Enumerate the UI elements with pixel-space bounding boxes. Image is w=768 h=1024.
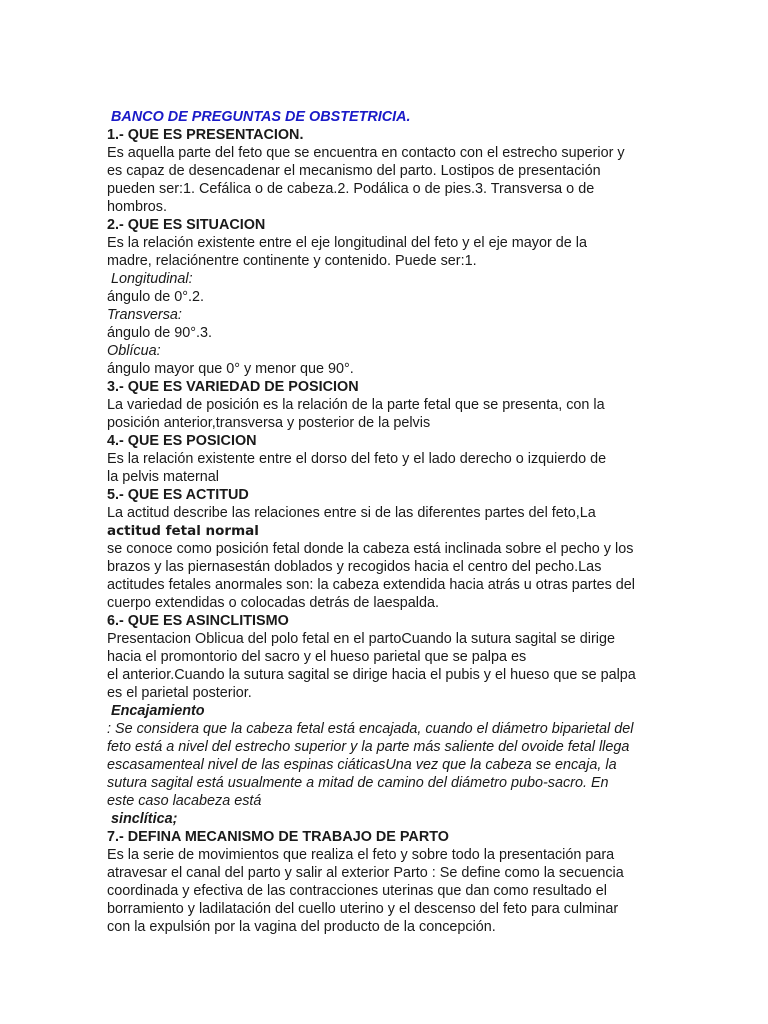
oblicua-value: ángulo mayor que 0° y menor que 90°.	[107, 361, 354, 377]
question-1-answer: Es aquella parte del feto que se encuentra en contacto con el estrecho superior y es capaz de desencadenar el mecanismo del parto. Lostipos de presentación pueden ser:1. Cefálica o de cabeza.2. Podálica o de pies.3. Transversa o de hombros.	[107, 145, 625, 215]
oblicua-label: Oblícua:	[107, 343, 161, 359]
encajamiento-text: : Se considera que la cabeza fetal está encajada, cuando el diámetro biparietal del feto está a nivel del estrecho superior y la parte más saliente del ovoide fetal llega escasamenteal nivel de las espinas ciáticasUna vez que la cabeza se encaja, la sutura sagital está usualmente a mitad de camino del diámetro pubo-sacro. En este caso lacabeza está	[107, 721, 634, 809]
question-4-heading: 4.- QUE ES POSICION	[107, 433, 257, 449]
question-4-answer: Es la relación existente entre el dorso del feto y el lado derecho o izquierdo de la pelvis maternal	[107, 451, 607, 485]
document-title: BANCO DE PREGUNTAS DE OBSTETRICIA.	[111, 109, 411, 125]
question-3-answer: La variedad de posición es la relación de la parte fetal que se presenta, con la posición anterior,transversa y posterior de la pelvis	[107, 397, 605, 431]
question-5-answer: La actitud describe las relaciones entre si de las diferentes partes del feto,La	[107, 505, 596, 521]
question-2-answer: Es la relación existente entre el eje longitudinal del feto y el eje mayor de la madre, relaciónentre continente y contenido. Puede ser:1.	[107, 235, 587, 269]
longitudinal-label: Longitudinal:	[111, 271, 193, 287]
transversa-value: ángulo de 90°.3.	[107, 325, 212, 341]
transversa-label: Transversa:	[107, 307, 182, 323]
sinclitica-label: sinclítica;	[111, 811, 178, 827]
longitudinal-value: ángulo de 0°.2.	[107, 289, 204, 305]
question-7-answer: Es la serie de movimientos que realiza el feto y sobre todo la presentación para atravesar el canal del parto y salir al exterior Parto : Se define como la secuencia coordinada y efectiva de las contracciones uterinas que dan como resultado el borramiento y ladilatación del cuello uterino y el descenso del feto para culminar con la expulsión por la vagina del producto de la concepción.	[107, 847, 624, 935]
question-2-heading: 2.- QUE ES SITUACION	[107, 217, 266, 233]
question-5-heading: 5.- QUE ES ACTITUD	[107, 487, 249, 503]
question-7-heading: 7.- DEFINA MECANISMO DE TRABAJO DE PARTO	[107, 829, 449, 845]
question-6-heading: 6.- QUE ES ASINCLITISMO	[107, 613, 289, 629]
question-3-heading: 3.- QUE ES VARIEDAD DE POSICION	[107, 379, 359, 395]
actitud-fetal-normal-subheading: actitud fetal normal	[107, 523, 259, 539]
encajamiento-label: Encajamiento	[111, 703, 205, 719]
question-1-heading: 1.- QUE ES PRESENTACION.	[107, 127, 304, 143]
document-page	[107, 108, 667, 936]
question-6-answer: Presentacion Oblicua del polo fetal en el partoCuando la sutura sagital se dirige hacia el promontorio del sacro y el hueso parietal que se palpa es el anterior.Cuando la sutura sagital se dirige hacia el pubis y el hueso que se palpa es el parietal posterior.	[107, 631, 636, 701]
question-5-answer-continued: se conoce como posición fetal donde la cabeza está inclinada sobre el pecho y los brazos y las piernasestán doblados y recogidos hacia el centro del pecho.Las actitudes fetales anormales son: la cabeza extendida hacia atrás u otras partes del cuerpo extendidas o colocadas detrás de laespalda.	[107, 541, 635, 611]
